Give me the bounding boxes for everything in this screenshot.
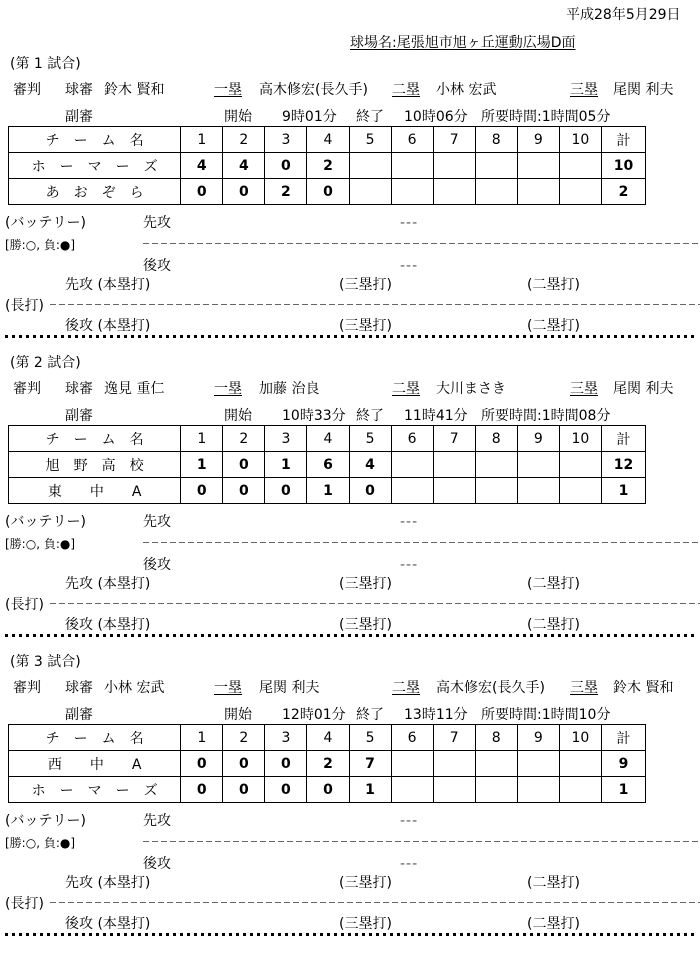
long-hits-label: (長打) [5, 597, 44, 613]
plate-umpire-label: 球審 [65, 82, 93, 98]
score-cell [391, 153, 433, 179]
inning-header-cell: 5 [349, 127, 391, 153]
score-cell: 6 [307, 452, 349, 478]
first-base-umpire-name: 高木修宏(長久手) [259, 82, 368, 98]
game-title: (第 2 試合) [10, 355, 81, 371]
double-label: (二塁打) [527, 318, 580, 334]
score-cell: 1 [307, 478, 349, 504]
double-label: (二塁打) [527, 875, 580, 891]
report-date: 平成28年5月29日 [566, 7, 681, 23]
total-cell: 2 [601, 179, 645, 205]
battery-second-value: --- [400, 557, 419, 573]
plate-umpire-name: 鈴木 賢和 [104, 82, 165, 98]
inning-header-cell: 3 [265, 127, 307, 153]
team-row [9, 777, 646, 803]
third-base-label: 三塁 [570, 680, 598, 696]
duration: 所要時間:1時間08分 [481, 408, 611, 424]
inning-header-cell: 5 [349, 426, 391, 452]
score-cell [517, 452, 559, 478]
score-cell [475, 751, 517, 777]
score-cell [391, 179, 433, 205]
duration: 所要時間:1時間05分 [481, 109, 611, 125]
score-table [8, 724, 646, 803]
score-cell: 2 [307, 153, 349, 179]
plate-umpire-name: 逸見 重仁 [104, 381, 165, 397]
score-cell: 0 [265, 751, 307, 777]
game-3-section [0, 654, 700, 954]
start-label: 開始 [224, 408, 252, 424]
score-cell [559, 153, 601, 179]
score-cell: 0 [223, 452, 265, 478]
score-cell [475, 179, 517, 205]
score-cell: 7 [349, 751, 391, 777]
umpire-label: 審判 [13, 82, 41, 98]
score-cell: 0 [181, 751, 223, 777]
total-cell: 10 [601, 153, 645, 179]
first-base-label: 一塁 [214, 381, 242, 397]
inning-header-cell: 3 [265, 725, 307, 751]
inning-header-cell: 8 [475, 426, 517, 452]
first-base-label: 一塁 [214, 680, 242, 696]
score-cell [517, 478, 559, 504]
inning-header-cell: 6 [391, 127, 433, 153]
team-name-header-cell: チ ー ム 名 [9, 725, 181, 751]
score-cell [349, 153, 391, 179]
battery-first-value: --- [400, 813, 419, 829]
first-attack-label: 先攻 [143, 514, 171, 530]
score-cell [559, 452, 601, 478]
umpire-label: 審判 [13, 381, 41, 397]
total-cell: 9 [601, 751, 645, 777]
score-cell [475, 777, 517, 803]
score-cell: 0 [349, 478, 391, 504]
score-cell: 0 [223, 777, 265, 803]
score-cell: 1 [181, 452, 223, 478]
battery-first-value: --- [400, 215, 419, 231]
battery-label: (バッテリー) [5, 813, 86, 829]
score-cell: 0 [181, 179, 223, 205]
inning-header-cell: 1 [181, 426, 223, 452]
second-base-label: 二塁 [392, 82, 420, 98]
assistant-umpire-label: 副審 [65, 109, 93, 125]
end-label: 終了 [356, 408, 384, 424]
inning-header-cell: 1 [181, 725, 223, 751]
score-cell: 0 [181, 777, 223, 803]
inning-header-cell: 2 [223, 426, 265, 452]
first-attack-label: 先攻 [143, 215, 171, 231]
score-cell [391, 478, 433, 504]
inning-header-cell: 7 [433, 426, 475, 452]
score-cell [559, 751, 601, 777]
score-cell: 0 [265, 153, 307, 179]
inning-header-cell: 4 [307, 725, 349, 751]
score-cell [475, 452, 517, 478]
triple-label: (三塁打) [339, 277, 392, 293]
inning-header-cell: 1 [181, 127, 223, 153]
team-name-cell: 西 中 A [9, 751, 181, 777]
second-attack-label: 後攻 [143, 856, 171, 872]
long-hits-divider-line [50, 603, 700, 604]
team-name-cell: あ お ぞ ら [9, 179, 181, 205]
score-cell [433, 179, 475, 205]
score-cell: 0 [181, 478, 223, 504]
long-hits-divider-line [50, 902, 700, 903]
end-label: 終了 [356, 707, 384, 723]
third-base-umpire-name: 尾関 利夫 [613, 82, 674, 98]
inning-header-cell: 10 [559, 426, 601, 452]
second-attack-homerun-label: 後攻 (本塁打) [65, 916, 151, 932]
score-cell: 1 [349, 777, 391, 803]
long-hits-label: (長打) [5, 298, 44, 314]
triple-label: (三塁打) [339, 318, 392, 334]
inning-header-cell: 2 [223, 725, 265, 751]
score-cell: 2 [307, 751, 349, 777]
inning-header-cell: 7 [433, 725, 475, 751]
inning-header-cell: 3 [265, 426, 307, 452]
game-separator-line [5, 933, 698, 936]
inning-header-cell: 6 [391, 725, 433, 751]
total-cell: 1 [601, 777, 645, 803]
plate-umpire-name: 小林 宏武 [104, 680, 165, 696]
first-attack-label: 先攻 [143, 813, 171, 829]
inning-header-cell: 9 [517, 127, 559, 153]
team-name-header-cell: チ ー ム 名 [9, 127, 181, 153]
score-cell: 4 [181, 153, 223, 179]
score-cell [517, 153, 559, 179]
inning-header-cell: 10 [559, 725, 601, 751]
score-cell [433, 153, 475, 179]
score-cell [349, 179, 391, 205]
score-cell [391, 751, 433, 777]
score-cell: 0 [265, 777, 307, 803]
first-attack-homerun-label: 先攻 (本塁打) [65, 277, 151, 293]
inning-header-cell: 2 [223, 127, 265, 153]
second-base-label: 二塁 [392, 680, 420, 696]
score-cell: 0 [307, 777, 349, 803]
team-name-cell: 東 中 A [9, 478, 181, 504]
third-base-umpire-name: 鈴木 賢和 [613, 680, 674, 696]
score-cell: 4 [223, 153, 265, 179]
start-time: 10時33分 [282, 408, 346, 424]
triple-label: (三塁打) [339, 576, 392, 592]
first-base-umpire-name: 加藤 治良 [259, 381, 320, 397]
plate-umpire-label: 球審 [65, 680, 93, 696]
score-cell [517, 777, 559, 803]
score-cell: 0 [265, 478, 307, 504]
battery-second-value: --- [400, 258, 419, 274]
score-cell [475, 478, 517, 504]
team-name-cell: 旭 野 高 校 [9, 452, 181, 478]
start-time: 9時01分 [282, 109, 337, 125]
inning-header-cell: 8 [475, 725, 517, 751]
battery-divider-line [143, 542, 700, 543]
umpire-label: 審判 [13, 680, 41, 696]
inning-header-cell: 8 [475, 127, 517, 153]
inning-header-cell: 6 [391, 426, 433, 452]
score-cell [433, 478, 475, 504]
game-1-section [0, 56, 700, 356]
double-label: (二塁打) [527, 277, 580, 293]
third-base-umpire-name: 尾関 利夫 [613, 381, 674, 397]
total-header-cell: 計 [601, 426, 645, 452]
end-time: 10時06分 [404, 109, 468, 125]
score-cell: 0 [223, 751, 265, 777]
second-attack-homerun-label: 後攻 (本塁打) [65, 617, 151, 633]
long-hits-label: (長打) [5, 896, 44, 912]
long-hits-divider-line [50, 304, 700, 305]
double-label: (二塁打) [527, 576, 580, 592]
first-attack-homerun-label: 先攻 (本塁打) [65, 576, 151, 592]
score-cell: 1 [265, 452, 307, 478]
score-cell [559, 478, 601, 504]
double-label: (二塁打) [527, 916, 580, 932]
inning-header-cell: 9 [517, 426, 559, 452]
team-name-cell: ホ ー マ ー ズ [9, 153, 181, 179]
game-title: (第 1 試合) [10, 56, 81, 72]
total-cell: 12 [601, 452, 645, 478]
inning-header-cell: 5 [349, 725, 391, 751]
score-cell: 0 [223, 179, 265, 205]
score-cell [433, 452, 475, 478]
score-cell [433, 777, 475, 803]
battery-label: (バッテリー) [5, 215, 86, 231]
team-name-cell: ホ ー マ ー ズ [9, 777, 181, 803]
score-cell [433, 751, 475, 777]
score-cell: 2 [265, 179, 307, 205]
score-cell: 4 [349, 452, 391, 478]
end-label: 終了 [356, 109, 384, 125]
inning-header-cell: 9 [517, 725, 559, 751]
second-base-umpire-name: 小林 宏武 [436, 82, 497, 98]
score-cell: 0 [307, 179, 349, 205]
battery-divider-line [143, 243, 700, 244]
battery-label: (バッテリー) [5, 514, 86, 530]
battery-divider-line [143, 841, 700, 842]
start-label: 開始 [224, 707, 252, 723]
first-attack-homerun-label: 先攻 (本塁打) [65, 875, 151, 891]
score-header-row [9, 127, 646, 153]
score-cell [559, 179, 601, 205]
second-attack-homerun-label: 後攻 (本塁打) [65, 318, 151, 334]
double-label: (二塁打) [527, 617, 580, 633]
win-lose-legend: [勝:○, 負:●] [5, 537, 76, 551]
score-cell [391, 452, 433, 478]
start-time: 12時01分 [282, 707, 346, 723]
score-cell [475, 153, 517, 179]
game-separator-line [5, 335, 698, 338]
score-header-row [9, 426, 646, 452]
second-attack-label: 後攻 [143, 258, 171, 274]
triple-label: (三塁打) [339, 617, 392, 633]
game-title: (第 3 試合) [10, 654, 81, 670]
total-header-cell: 計 [601, 725, 645, 751]
inning-header-cell: 4 [307, 127, 349, 153]
battery-second-value: --- [400, 856, 419, 872]
plate-umpire-label: 球審 [65, 381, 93, 397]
score-table [8, 425, 646, 504]
inning-header-cell: 10 [559, 127, 601, 153]
start-label: 開始 [224, 109, 252, 125]
score-table [8, 126, 646, 205]
team-row [9, 179, 646, 205]
triple-label: (三塁打) [339, 875, 392, 891]
game-separator-line [5, 634, 698, 637]
second-attack-label: 後攻 [143, 557, 171, 573]
score-cell [517, 751, 559, 777]
score-cell [559, 777, 601, 803]
score-header-row [9, 725, 646, 751]
second-base-umpire-name: 高木修宏(長久手) [436, 680, 545, 696]
team-row [9, 452, 646, 478]
duration: 所要時間:1時間10分 [481, 707, 611, 723]
inning-header-cell: 7 [433, 127, 475, 153]
third-base-label: 三塁 [570, 381, 598, 397]
score-cell: 0 [223, 478, 265, 504]
win-lose-legend: [勝:○, 負:●] [5, 238, 76, 252]
game-2-section [0, 355, 700, 655]
third-base-label: 三塁 [570, 82, 598, 98]
team-row [9, 751, 646, 777]
end-time: 11時41分 [404, 408, 468, 424]
assistant-umpire-label: 副審 [65, 408, 93, 424]
triple-label: (三塁打) [339, 916, 392, 932]
first-base-umpire-name: 尾関 利夫 [259, 680, 320, 696]
end-time: 13時11分 [404, 707, 468, 723]
second-base-label: 二塁 [392, 381, 420, 397]
total-cell: 1 [601, 478, 645, 504]
battery-first-value: --- [400, 514, 419, 530]
first-base-label: 一塁 [214, 82, 242, 98]
stadium-name: 球場名:尾張旭市旭ヶ丘運動広場D面 [350, 35, 576, 51]
inning-header-cell: 4 [307, 426, 349, 452]
team-row [9, 478, 646, 504]
win-lose-legend: [勝:○, 負:●] [5, 836, 76, 850]
score-cell [391, 777, 433, 803]
team-name-header-cell: チ ー ム 名 [9, 426, 181, 452]
second-base-umpire-name: 大川まさき [436, 381, 506, 397]
team-row [9, 153, 646, 179]
total-header-cell: 計 [601, 127, 645, 153]
assistant-umpire-label: 副審 [65, 707, 93, 723]
score-cell [517, 179, 559, 205]
